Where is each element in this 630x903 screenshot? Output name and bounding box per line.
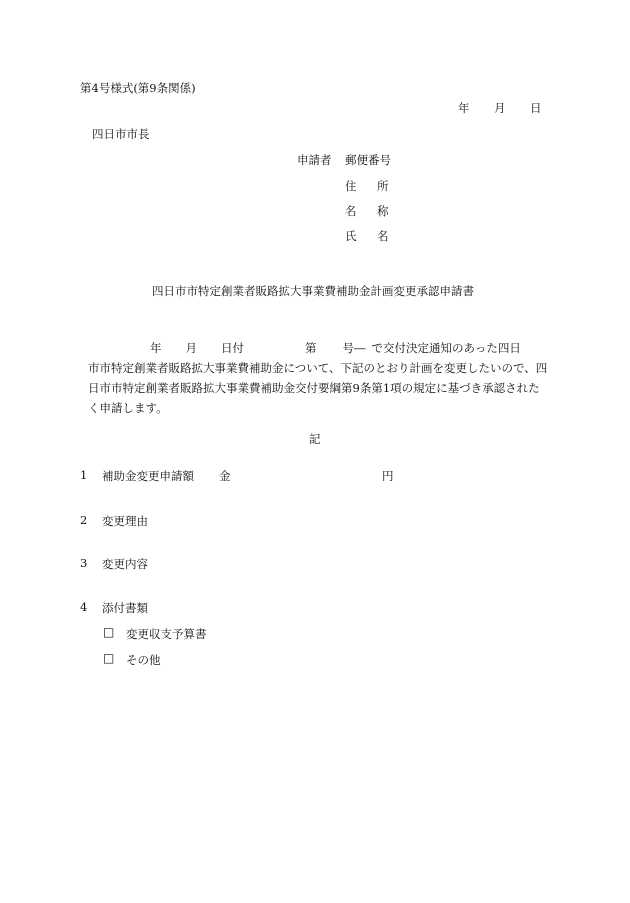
body-line-2: 市市特定創業者販路拡大事業費補助金について、下記のとおり計画を変更したいので、四 <box>88 361 548 375</box>
attachment-label-1: 変更収支予算書 <box>126 627 207 641</box>
date-day-label: 日 <box>530 101 542 115</box>
form-number: 第4号様式(第9条関係) <box>80 81 196 95</box>
item-1-number: 1 <box>80 468 88 482</box>
body-line-1-rest: で交付決定通知のあった四日 <box>371 341 521 355</box>
date-year-label: 年 <box>458 101 470 115</box>
body-line-1 <box>88 338 554 358</box>
postal-code-label: 郵便番号 <box>345 153 391 167</box>
company-name-label-1: 名 <box>345 204 357 218</box>
item-3-label: 変更内容 <box>102 557 148 571</box>
addressee: 四日市市長 <box>92 127 150 141</box>
address-label-2: 所 <box>377 179 389 193</box>
attachment-checkbox-1[interactable]: □ <box>103 625 115 639</box>
item-1-yen: 円 <box>382 469 394 483</box>
date-month-label: 月 <box>494 101 506 115</box>
body-paragraph <box>88 338 554 418</box>
person-name-label-2: 名 <box>377 229 389 243</box>
ki-marker: 記 <box>309 432 321 446</box>
company-name-label-2: 称 <box>377 204 389 218</box>
body-line-3: 日市市特定創業者販路拡大事業費補助金交付要綱第9条第1項の規定に基づき承認された <box>88 381 540 395</box>
body-month: 月 <box>185 341 197 355</box>
body-dai: 第 <box>305 341 317 355</box>
applicant-label: 申請者 <box>297 153 332 167</box>
body-day: 日付 <box>221 341 244 355</box>
attachment-label-2: その他 <box>126 653 161 667</box>
item-2-label: 変更理由 <box>102 514 148 528</box>
item-1-kin: 金 <box>219 469 231 483</box>
item-1-label: 補助金変更申請額 <box>102 469 194 483</box>
document-title: 四日市市特定創業者販路拡大事業費補助金計画変更承認申請書 <box>152 284 474 298</box>
body-go: 号― <box>342 341 366 355</box>
item-4-number: 4 <box>80 600 88 614</box>
item-2-number: 2 <box>80 513 88 527</box>
body-year: 年 <box>150 341 162 355</box>
address-label-1: 住 <box>345 179 357 193</box>
item-4-label: 添付書類 <box>102 601 148 615</box>
person-name-label-1: 氏 <box>345 229 357 243</box>
attachment-checkbox-2[interactable]: □ <box>103 651 115 665</box>
item-3-number: 3 <box>80 556 88 570</box>
body-line-4: く申請します。 <box>88 401 168 415</box>
